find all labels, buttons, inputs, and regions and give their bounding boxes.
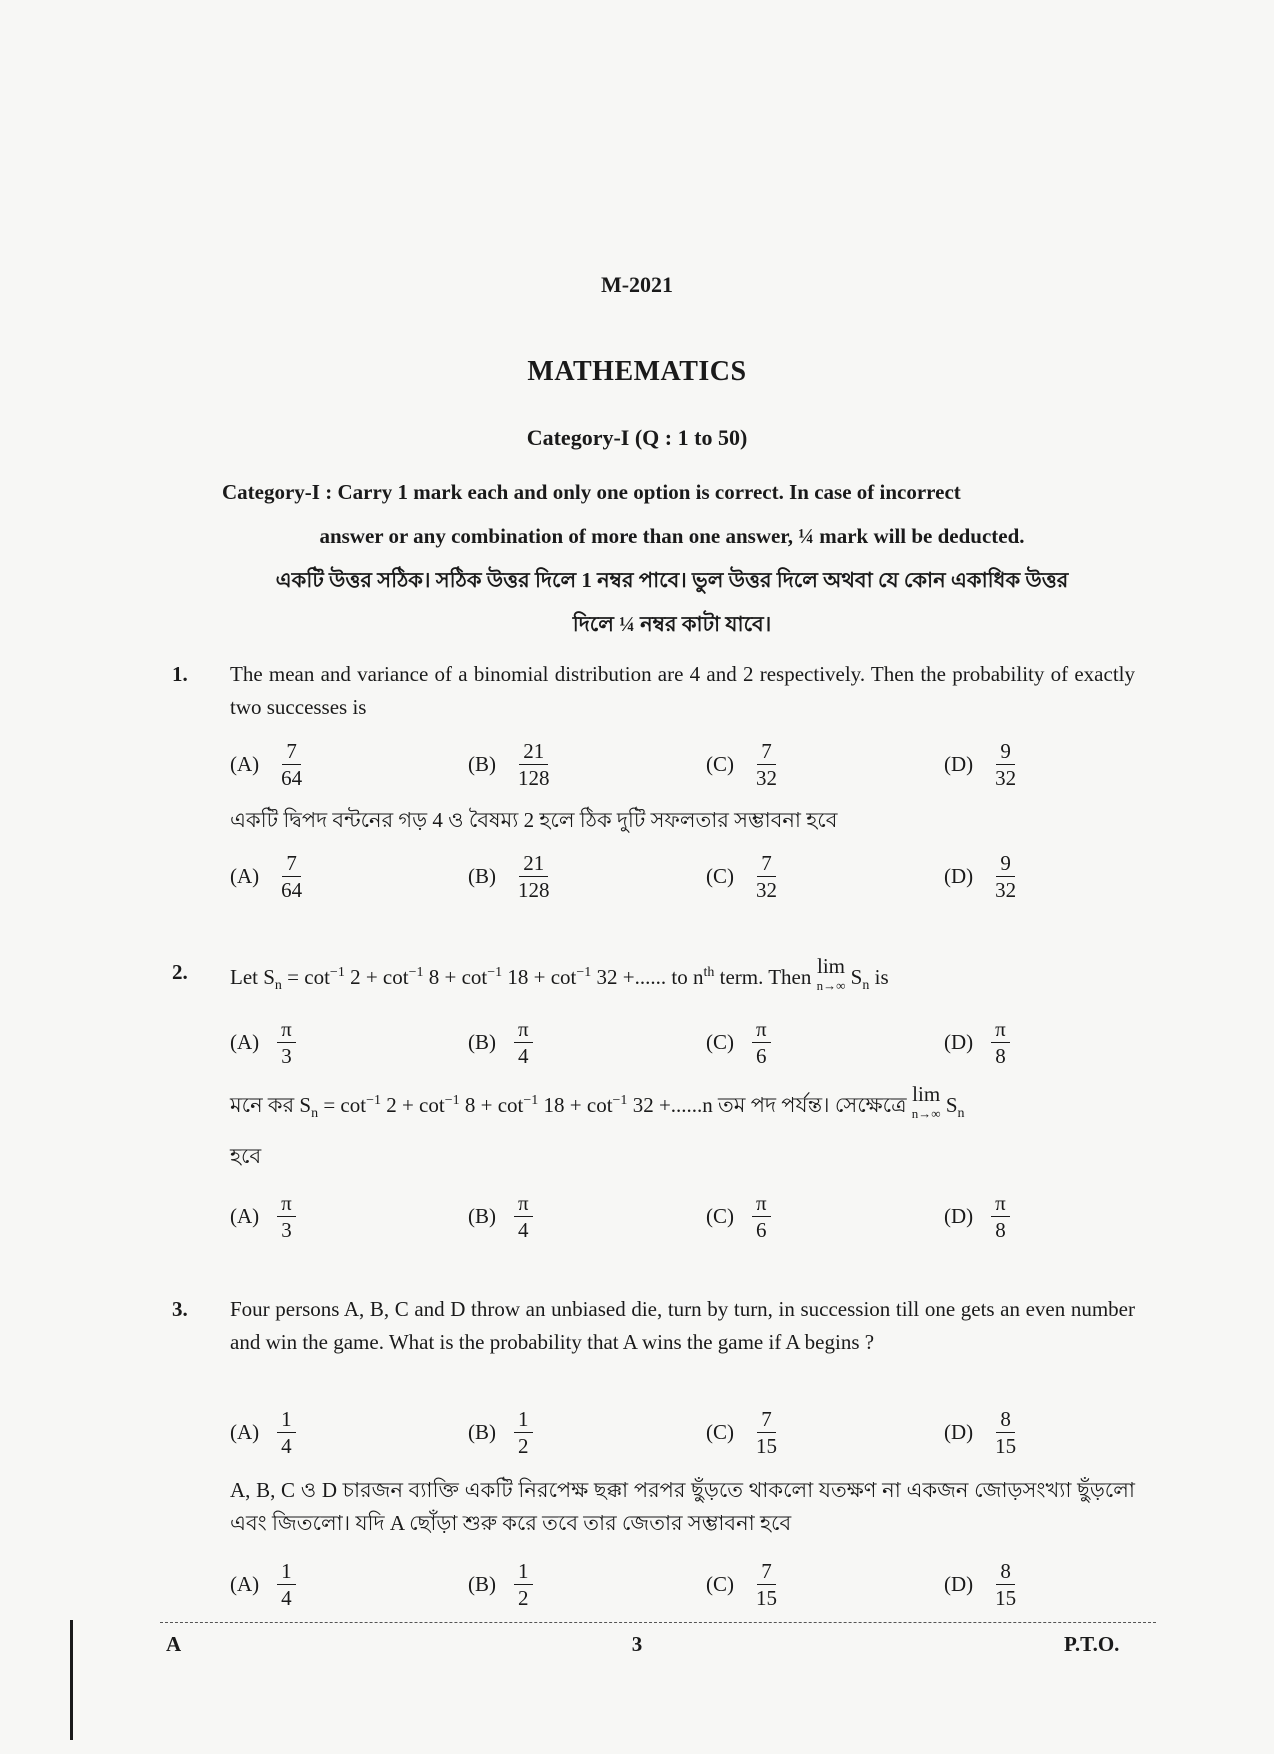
question-2-text-bn: মনে কর $S_n = \cot^{-1} 2 + \cot^{-1} 8 + \cot^{-1} 18 + \cot^{-1} 32 +......n$ তম পদ পর্যন্ত। সেক্ষেত্রে lim n→∞ $S_n$ bbox=[230, 1084, 1135, 1130]
paper-code: M-2021 bbox=[600, 272, 674, 297]
question-3-text-en: Four persons A, B, C and D throw an unbiased die, turn by turn, in succession till one gets an even number and win the game. What is the probability that A wins the game if A begins ? bbox=[230, 1297, 1135, 1354]
instructions-bn-line2: দিলে ¼ নম্বর কাটা যাবে। bbox=[572, 612, 772, 636]
instructions-block bbox=[222, 470, 1122, 646]
option-c: (C) $\frac{7}{15}$ bbox=[706, 1558, 777, 1610]
question-1-number: 1. bbox=[172, 662, 188, 686]
option-c: (C) $\frac{\pi}{6}$ bbox=[706, 1010, 771, 1074]
question-3-text-bn: A, B, C ও D চারজন ব্যাক্তি একটি নিরপেক্ষ ছক্কা পরপর ছুঁড়তে থাকলো যতক্ষণ না একজন জোড়সংখ্যা ছুঁড়লো এবং জিতলো। যদি A ছোঁড়া শুরু করে তবে তার জেতার সম্ভাবনা হবে bbox=[230, 1478, 1135, 1535]
question-2-number: 2. bbox=[172, 960, 188, 984]
limit-operator: lim n→∞ bbox=[911, 1082, 941, 1121]
question-1-text-bn: একটি দ্বিপদ বন্টনের গড় 4 ও বৈষম্য 2 হলে ঠিক দুটি সফলতার সম্ভাবনা হবে bbox=[230, 808, 838, 832]
option-b: (B) $\frac{21}{128}$ bbox=[468, 738, 550, 790]
option-a: (A) $\frac{\pi}{3}$ bbox=[230, 1184, 296, 1248]
option-a: (A) $\frac{1}{4}$ bbox=[230, 1400, 296, 1464]
question-1-options-en bbox=[230, 732, 1070, 796]
question-1-options-bn bbox=[230, 844, 1070, 908]
option-d: (D) $\frac{8}{15}$ bbox=[944, 1406, 1017, 1458]
instructions-bn-line1: একটি উত্তর সঠিক। সঠিক উত্তর দিলে 1 নম্বর পাবে। ভুল উত্তর দিলে অথবা যে কোন একাধিক উত্তর bbox=[275, 568, 1069, 592]
question-2-options-en bbox=[230, 1010, 1070, 1074]
question-2-text-en: Let $S_n = \cot^{-1} 2 + \cot^{-1} 8 + \cot^{-1} 18 + \cot^{-1} 32$ +...... to $n^{th}$ term. Then lim n→∞ $S_n$ is bbox=[230, 956, 1135, 1002]
option-b: (B) $\frac{1}{2}$ bbox=[468, 1400, 533, 1464]
question-2-options-bn bbox=[230, 1184, 1070, 1248]
option-a: (A) $\frac{\pi}{3}$ bbox=[230, 1010, 296, 1074]
instructions-en-line2: answer or any combination of more than one answer, ¼ mark will be deducted. bbox=[319, 524, 1025, 548]
option-a: (A) $\frac{7}{64}$ bbox=[230, 738, 303, 790]
page-title: MATHEMATICS bbox=[527, 356, 747, 387]
instructions-en-line1: Category-I : Carry 1 mark each and only one option is correct. In case of incorrect bbox=[222, 480, 961, 504]
option-d: (D) $\frac{9}{32}$ bbox=[944, 738, 1017, 790]
option-c: (C) $\frac{7}{32}$ bbox=[706, 738, 777, 790]
option-c: (C) $\frac{\pi}{6}$ bbox=[706, 1184, 771, 1248]
option-c: (C) $\frac{7}{15}$ bbox=[706, 1406, 777, 1458]
option-d: (D) $\frac{\pi}{8}$ bbox=[944, 1184, 1010, 1248]
question-3-options-bn bbox=[230, 1552, 1070, 1616]
question-3-options-en bbox=[230, 1400, 1070, 1464]
option-a: (A) $\frac{7}{64}$ bbox=[230, 850, 303, 902]
option-b: (B) $\frac{1}{2}$ bbox=[468, 1552, 533, 1616]
question-3-number: 3. bbox=[172, 1297, 188, 1321]
option-d: (D) $\frac{\pi}{8}$ bbox=[944, 1010, 1010, 1074]
limit-operator: lim n→∞ bbox=[816, 954, 846, 993]
booklet-set: A bbox=[166, 1632, 182, 1656]
option-b: (B) $\frac{\pi}{4}$ bbox=[468, 1010, 533, 1074]
footer-divider bbox=[160, 1622, 1156, 1623]
option-c: (C) $\frac{7}{32}$ bbox=[706, 850, 777, 902]
option-a: (A) $\frac{1}{4}$ bbox=[230, 1552, 296, 1616]
option-d: (D) $\frac{9}{32}$ bbox=[944, 850, 1017, 902]
question-1-text-en: The mean and variance of a binomial distribution are 4 and 2 respectively. Then the probability of exactly two successes is bbox=[230, 662, 1135, 719]
pto-label: P.T.O. bbox=[1064, 1632, 1120, 1656]
option-d: (D) $\frac{8}{15}$ bbox=[944, 1558, 1017, 1610]
category-heading: Category-I (Q : 1 to 50) bbox=[526, 425, 748, 450]
option-b: (B) $\frac{\pi}{4}$ bbox=[468, 1184, 533, 1248]
page-number: 3 bbox=[631, 1632, 643, 1656]
option-b: (B) $\frac{21}{128}$ bbox=[468, 850, 550, 902]
question-2-text-bn-line2: হবে bbox=[230, 1144, 262, 1168]
